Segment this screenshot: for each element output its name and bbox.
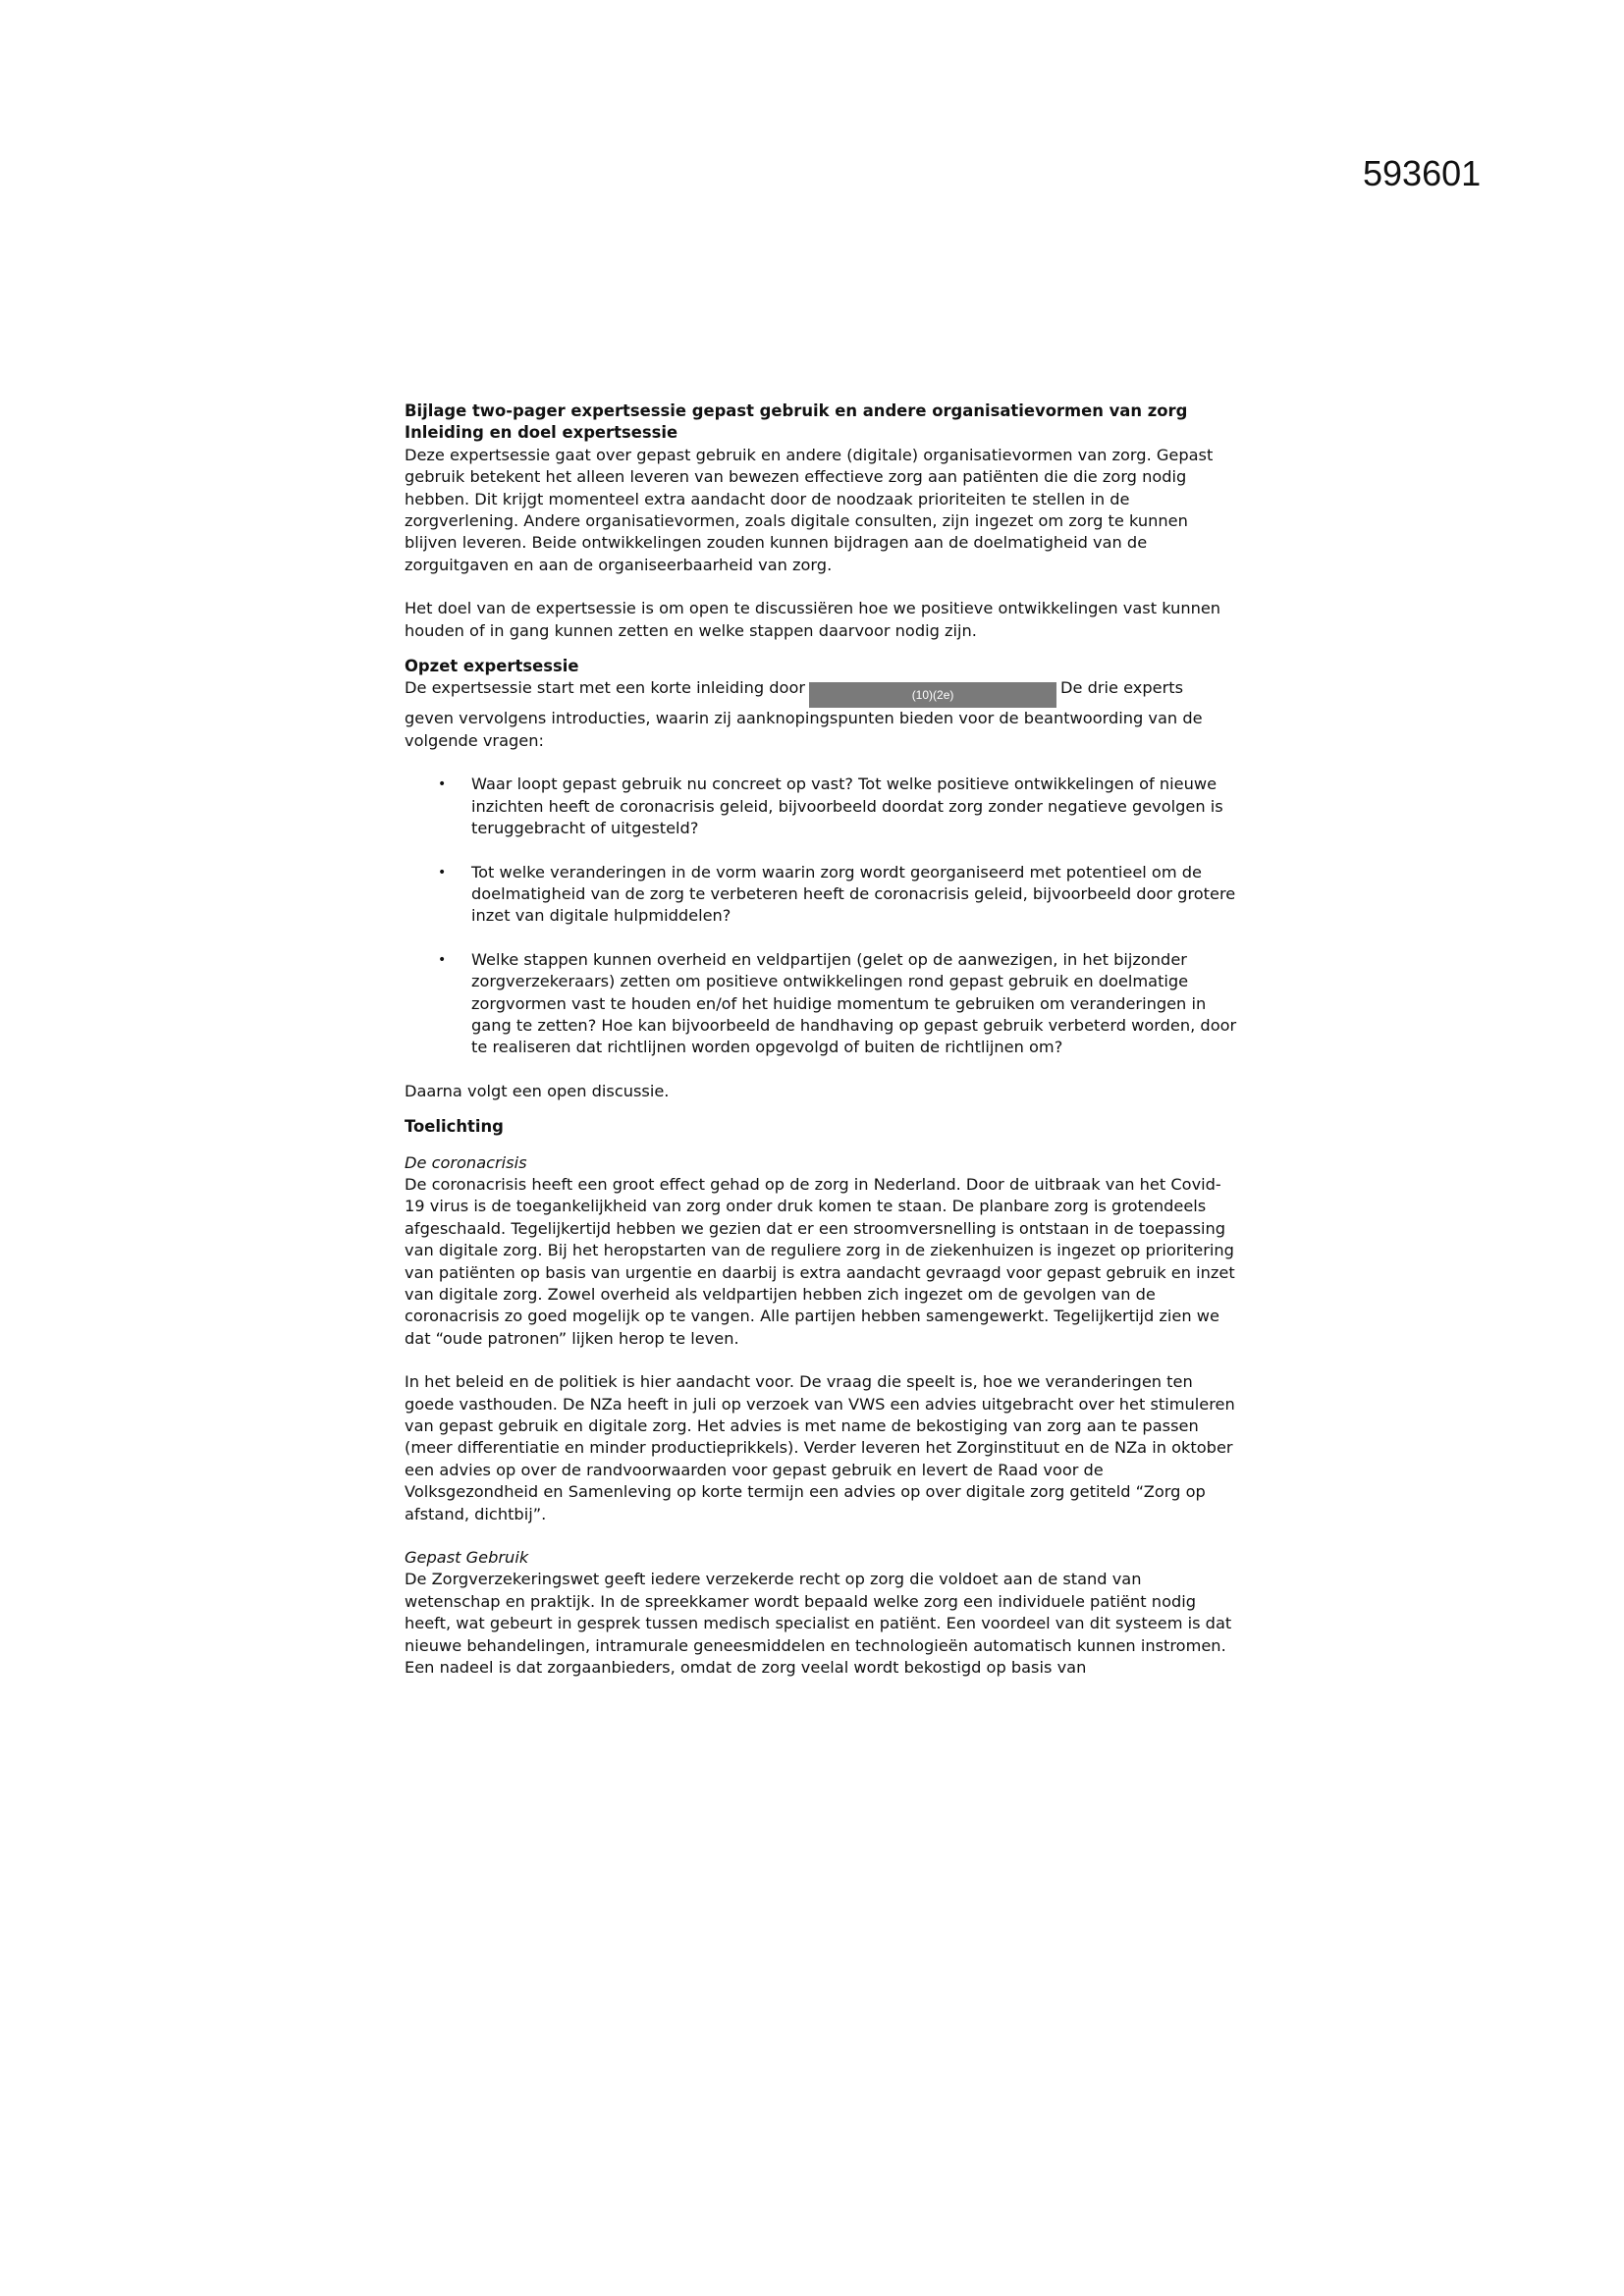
intro-heading: Inleiding en doel expertsessie bbox=[405, 423, 678, 443]
list-item-text: Waar loopt gepast gebruik nu concreet op vast? Tot welke positieve ontwikkelingen of nieuwe inzichten heeft de coronacrisis geleid, bijvoorbeeld doordat zorg zonder negatieve gevolgen is teruggebracht of uitgesteld? bbox=[471, 774, 1223, 838]
document-title: Bijlage two-pager expertsessie gepast gebruik en andere organisatievormen van zorg bbox=[405, 401, 1188, 420]
list-item bbox=[405, 774, 1237, 839]
bullet-icon: • bbox=[438, 776, 447, 793]
toelichting-heading: Toelichting bbox=[405, 1117, 504, 1137]
corona-subheading: De coronacrisis bbox=[405, 1152, 527, 1172]
list-item bbox=[405, 949, 1237, 1059]
bullet-icon: • bbox=[438, 951, 447, 968]
intro-paragraph-2: Het doel van de expertsessie is om open te discussiëren hoe we positieve ontwikkelingen vast kunnen houden of in gang kunnen zetten en welke stappen daarvoor nodig zijn. bbox=[405, 599, 1221, 640]
opzet-text-before: De expertsessie start met een korte inleiding door bbox=[405, 678, 806, 698]
intro-paragraph-1: Deze expertsessie gaat over gepast gebruik en andere (digitale) organisatievormen van zorg. Gepast gebruik betekent het alleen leveren van bewezen effectieve zorg aan patiënten die die zorg nodig hebben. Dit krijgt momenteel extra aandacht door de noodzaak prioriteiten te stellen in de zorgverlening. Andere organisatievormen, zoals digitale consulten, zijn ingezet om zorg te kunnen blijven leveren. Beide ontwikkelingen zouden kunnen bijdragen aan de doelmatigheid van de zorguitgaven en aan de organiseerbaarheid van zorg. bbox=[405, 445, 1214, 574]
opzet-paragraph bbox=[405, 677, 1237, 752]
document-number: 593601 bbox=[1363, 153, 1482, 193]
document-body bbox=[405, 400, 1237, 1680]
list-item-text: Tot welke veranderingen in de vorm waarin zorg wordt georganiseerd met potentieel om de doelmatigheid van de zorg te verbeteren heeft de coronacrisis geleid, bijvoorbeeld door grotere inzet van digitale hulpmiddelen? bbox=[471, 862, 1236, 926]
bullet-icon: • bbox=[438, 864, 447, 881]
corona-paragraph-1: De coronacrisis heeft een groot effect gehad op de zorg in Nederland. Door de uitbraak van het Covid-19 virus is de toegankelijkheid van zorg onder druk komen te staan. De planbare zorg is grotendeels afgeschaald. Tegelijkertijd hebben we gezien dat er een stroomversnelling is ontstaan in de toepassing van digitale zorg. Bij het heropstarten van de reguliere zorg in de ziekenhuizen is ingezet op prioritering van patiënten op basis van urgentie en daarbij is extra aandacht gevraagd voor gepast gebruik en inzet van digitale zorg. Zowel overheid als veldpartijen hebben zich ingezet om de gevolgen van de coronacrisis zo goed mogelijk op te vangen. Alle partijen hebben samengewerkt. Tegelijkertijd zien we dat “oude patronen” lijken herop te leven. bbox=[405, 1174, 1235, 1348]
opzet-text-after: De drie experts geven vervolgens introducties, waarin zij aanknopingspunten bieden voor de beantwoording van de volgende vragen: bbox=[405, 678, 1203, 750]
opzet-heading: Opzet expertsessie bbox=[405, 657, 579, 676]
opzet-closing: Daarna volgt een open discussie. bbox=[405, 1081, 670, 1100]
redaction-block: (10)(2e) bbox=[809, 682, 1056, 708]
list-item bbox=[405, 862, 1237, 928]
gepast-subheading: Gepast Gebruik bbox=[405, 1548, 529, 1568]
question-list bbox=[405, 774, 1237, 1058]
corona-paragraph-2: In het beleid en de politiek is hier aandacht voor. De vraag die speelt is, hoe we veranderingen ten goede vasthouden. De NZa heeft in juli op verzoek van VWS een advies uitgebracht over het stimuleren van gepast gebruik en digitale zorg. Het advies is met name de bekostiging van zorg aan te passen (meer differentiatie en minder productieprikkels). Verder leveren het Zorginstituut en de NZa in oktober een advies op over de randvoorwaarden voor gepast gebruik en levert de Raad voor de Volksgezondheid en Samenleving op korte termijn een advies op over digitale zorg getiteld “Zorg op afstand, dichtbij”. bbox=[405, 1372, 1235, 1523]
gepast-paragraph-1: De Zorgverzekeringswet geeft iedere verzekerde recht op zorg die voldoet aan de stand van wetenschap en praktijk. In de spreekkamer wordt bepaald welke zorg een individuele patiënt nodig heeft, wat gebeurt in gesprek tussen medisch specialist en patiënt. Een voordeel van dit systeem is dat nieuwe behandelingen, intramurale geneesmiddelen en technologieën automatisch kunnen instromen. Een nadeel is dat zorgaanbieders, omdat de zorg veelal wordt bekostigd op basis van bbox=[405, 1570, 1232, 1678]
list-item-text: Welke stappen kunnen overheid en veldpartijen (gelet op de aanwezigen, in het bijzonder zorgverzekeraars) zetten om positieve ontwikkelingen rond gepast gebruik en doelmatige zorgvormen vast te houden en/of het huidige momentum te gebruiken om veranderingen in gang te zetten? Hoe kan bijvoorbeeld de handhaving op gepast gebruik verbeterd worden, door te realiseren dat richtlijnen worden opgevolgd of buiten de richtlijnen om? bbox=[471, 949, 1237, 1057]
